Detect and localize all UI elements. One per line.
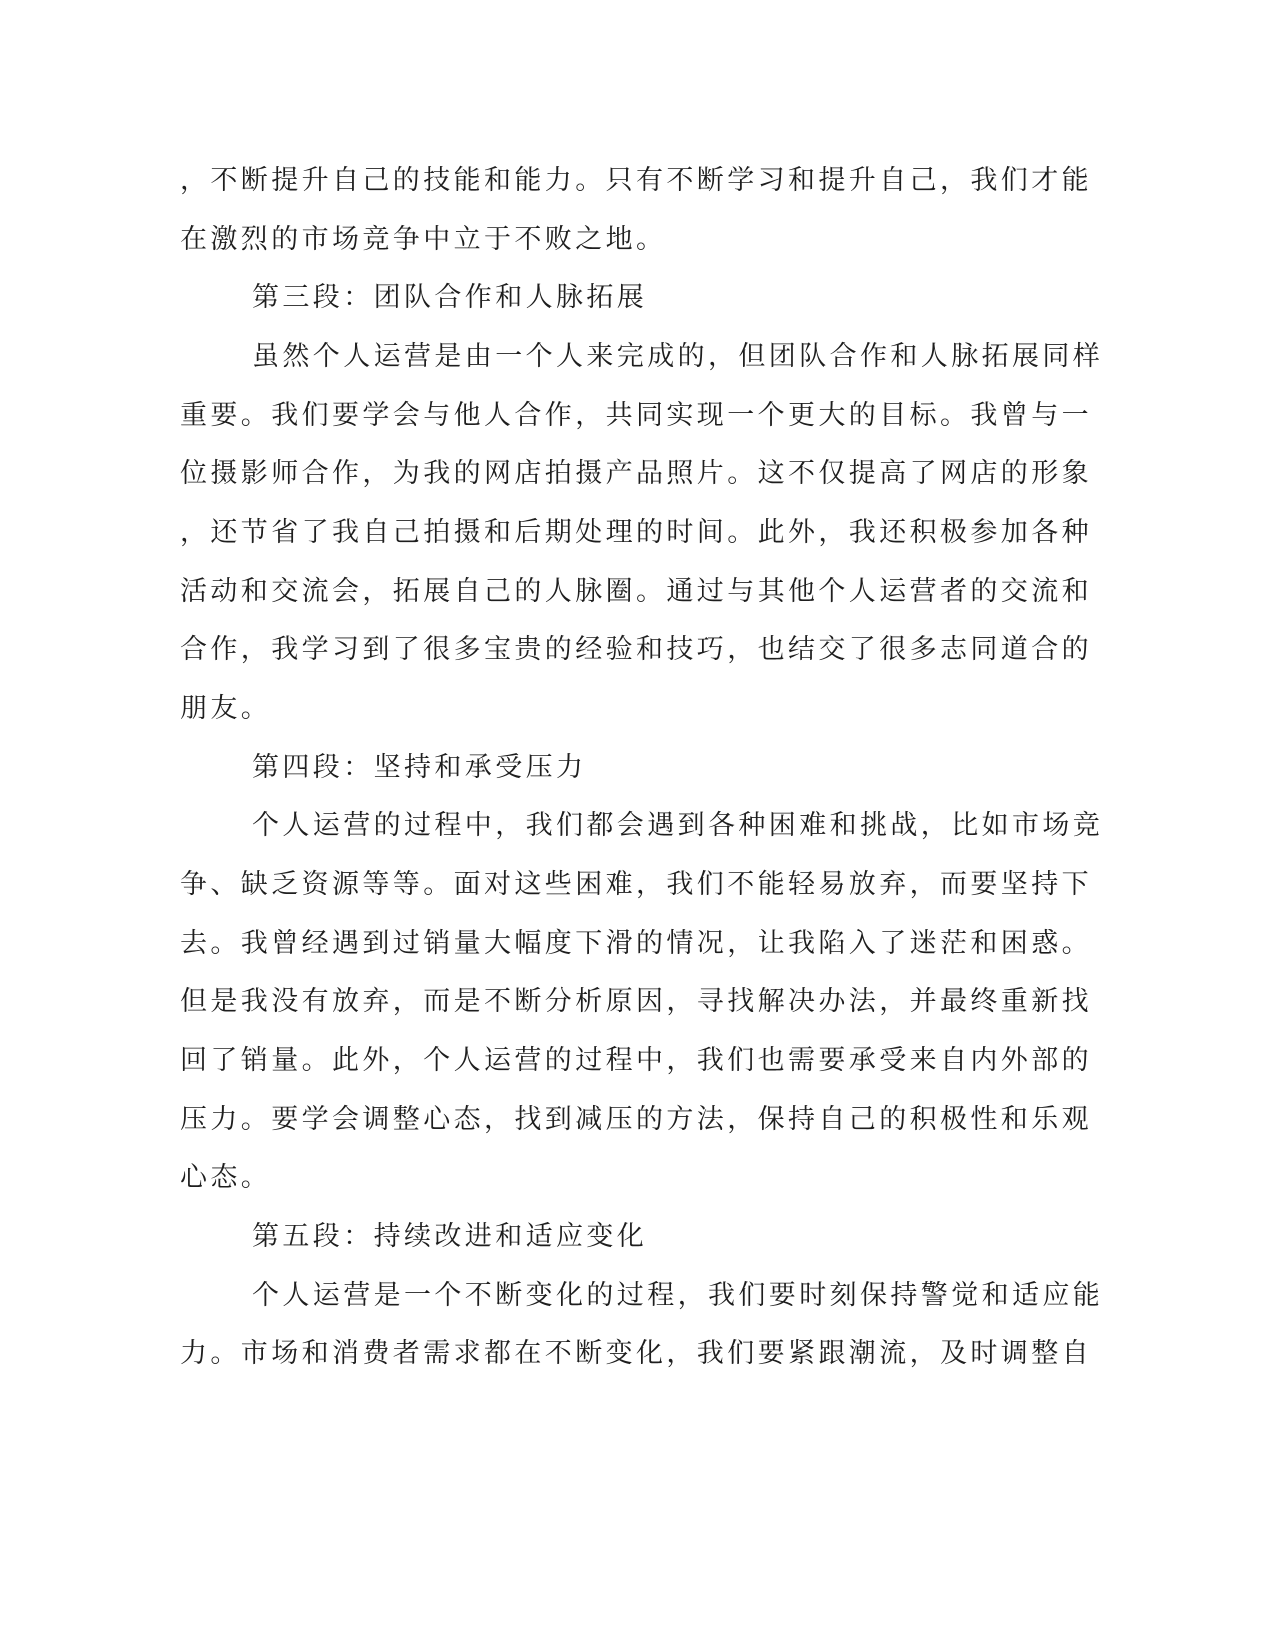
text-line: ，还节省了我自己拍摄和后期处理的时间。此外，我还积极参加各种 — [180, 517, 1092, 548]
text-line: 回了销量。此外，个人运营的过程中，我们也需要承受来自内外部的 — [180, 1045, 1092, 1076]
text-line: 重要。我们要学会与他人合作，共同实现一个更大的目标。我曾与一 — [180, 400, 1092, 431]
section-heading-5: 第五段：持续改进和适应变化 — [252, 1221, 648, 1252]
section-heading-4: 第四段：坚持和承受压力 — [252, 752, 587, 783]
paragraph-start: 个人运营是一个不断变化的过程，我们要时刻保持警觉和适应能 — [252, 1280, 1104, 1311]
text-line: 但是我没有放弃，而是不断分析原因，寻找解决办法，并最终重新找 — [180, 986, 1092, 1017]
text-line: 在激烈的市场竞争中立于不败之地。 — [180, 224, 667, 255]
paragraph-start: 虽然个人运营是由一个人来完成的，但团队合作和人脉拓展同样 — [252, 341, 1104, 372]
paragraph-start: 个人运营的过程中，我们都会遇到各种困难和挑战，比如市场竞 — [252, 810, 1104, 841]
text-line: 力。市场和消费者需求都在不断变化，我们要紧跟潮流，及时调整自 — [180, 1338, 1092, 1369]
text-line: 压力。要学会调整心态，找到减压的方法，保持自己的积极性和乐观 — [180, 1104, 1092, 1135]
text-line: 活动和交流会，拓展自己的人脉圈。通过与其他个人运营者的交流和 — [180, 576, 1092, 607]
text-line: 争、缺乏资源等等。面对这些困难，我们不能轻易放弃，而要坚持下 — [180, 869, 1092, 900]
text-line: 位摄影师合作，为我的网店拍摄产品照片。这不仅提高了网店的形象 — [180, 458, 1092, 489]
text-line: ，不断提升自己的技能和能力。只有不断学习和提升自己，我们才能 — [180, 165, 1092, 196]
text-line: 心态。 — [180, 1162, 272, 1193]
text-line: 朋友。 — [180, 693, 272, 724]
text-line: 合作，我学习到了很多宝贵的经验和技巧，也结交了很多志同道合的 — [180, 634, 1092, 665]
section-heading-3: 第三段：团队合作和人脉拓展 — [252, 282, 648, 313]
text-line: 去。我曾经遇到过销量大幅度下滑的情况，让我陷入了迷茫和困惑。 — [180, 928, 1092, 959]
